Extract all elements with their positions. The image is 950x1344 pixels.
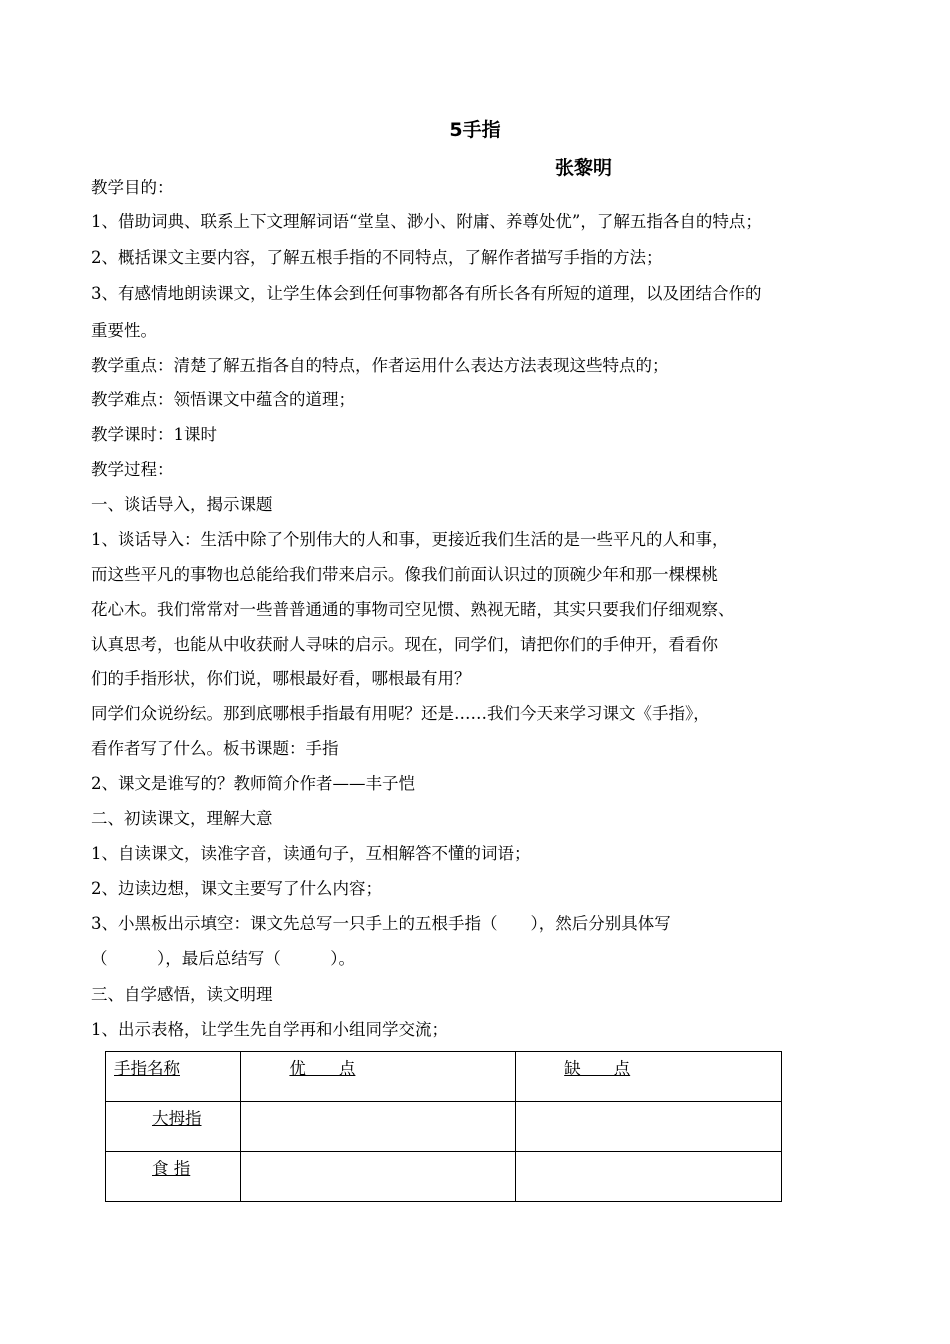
table-cell bbox=[516, 1152, 782, 1202]
table-header-row bbox=[106, 1052, 782, 1102]
text-line: 一、谈话导入，揭示课题 bbox=[91, 495, 273, 514]
text-line: 1、出示表格，让学生先自学再和小组同学交流； bbox=[91, 1020, 448, 1039]
table-row bbox=[106, 1152, 782, 1202]
text-line: 2、概括课文主要内容，了解五根手指的不同特点，了解作者描写手指的方法； bbox=[91, 248, 663, 267]
text-line: 教学重点：清楚了解五指各自的特点，作者运用什么表达方法表现这些特点的； bbox=[91, 356, 669, 375]
table-header: 优 点 bbox=[289, 1059, 356, 1078]
text-line: 3、小黑板出示填空：课文先总写一只手上的五根手指（ ），然后分别具体写 bbox=[91, 914, 671, 933]
text-line: （ ），最后总结写（ ）。 bbox=[91, 949, 355, 968]
finger-name: 食 指 bbox=[152, 1159, 191, 1178]
table-header: 缺 点 bbox=[564, 1059, 631, 1078]
text-line: 教学难点：领悟课文中蕴含的道理； bbox=[91, 390, 355, 409]
text-line: 教学目的： bbox=[91, 178, 174, 197]
text-line: 二、初读课文，理解大意 bbox=[91, 809, 273, 828]
text-line: 三、自学感悟，读文明理 bbox=[91, 985, 273, 1004]
text-line: 1、谈话导入：生活中除了个别伟大的人和事，更接近我们生活的是一些平凡的人和事， bbox=[91, 530, 729, 549]
finger-name: 大拇指 bbox=[152, 1109, 202, 1128]
text-line: 1、借助词典、联系上下文理解词语“堂皇、渺小、附庸、养尊处优”，了解五指各自的特点； bbox=[91, 212, 762, 231]
text-line: 花心木。我们常常对一些普普通通的事物司空见惯、熟视无睹，其实只要我们仔细观察、 bbox=[91, 600, 735, 619]
text-line: 重要性。 bbox=[91, 321, 157, 340]
text-line: 教学过程： bbox=[91, 460, 174, 479]
text-line: 看作者写了什么。板书课题：手指 bbox=[91, 739, 339, 758]
document-title: 5手指 bbox=[449, 119, 501, 141]
finger-table bbox=[105, 1051, 782, 1202]
table-cell bbox=[516, 1102, 782, 1152]
table-cell bbox=[241, 1102, 516, 1152]
text-line: 而这些平凡的事物也总能给我们带来启示。像我们前面认识过的顶碗少年和那一棵棵桃 bbox=[91, 565, 718, 584]
table-header: 手指名称 bbox=[114, 1059, 180, 1078]
text-line: 2、课文是谁写的？教师简介作者——丰子恺 bbox=[91, 774, 415, 793]
table-row bbox=[106, 1102, 782, 1152]
text-line: 认真思考，也能从中收获耐人寻味的启示。现在，同学们，请把你们的手伸开，看看你 bbox=[91, 635, 718, 654]
text-line: 教学课时：1课时 bbox=[91, 425, 217, 444]
text-line: 3、有感情地朗读课文，让学生体会到任何事物都各有所长各有所短的道理，以及团结合作的 bbox=[91, 284, 762, 303]
author-name: 张黎明 bbox=[555, 157, 613, 179]
text-line: 2、边读边想，课文主要写了什么内容； bbox=[91, 879, 382, 898]
text-line: 1、自读课文，读准字音，读通句子，互相解答不懂的词语； bbox=[91, 844, 531, 863]
table-cell bbox=[241, 1152, 516, 1202]
text-line: 们的手指形状，你们说，哪根最好看，哪根最有用？ bbox=[91, 669, 471, 688]
text-line: 同学们众说纷纭。那到底哪根手指最有用呢？还是……我们今天来学习课文《手指》， bbox=[91, 704, 710, 723]
